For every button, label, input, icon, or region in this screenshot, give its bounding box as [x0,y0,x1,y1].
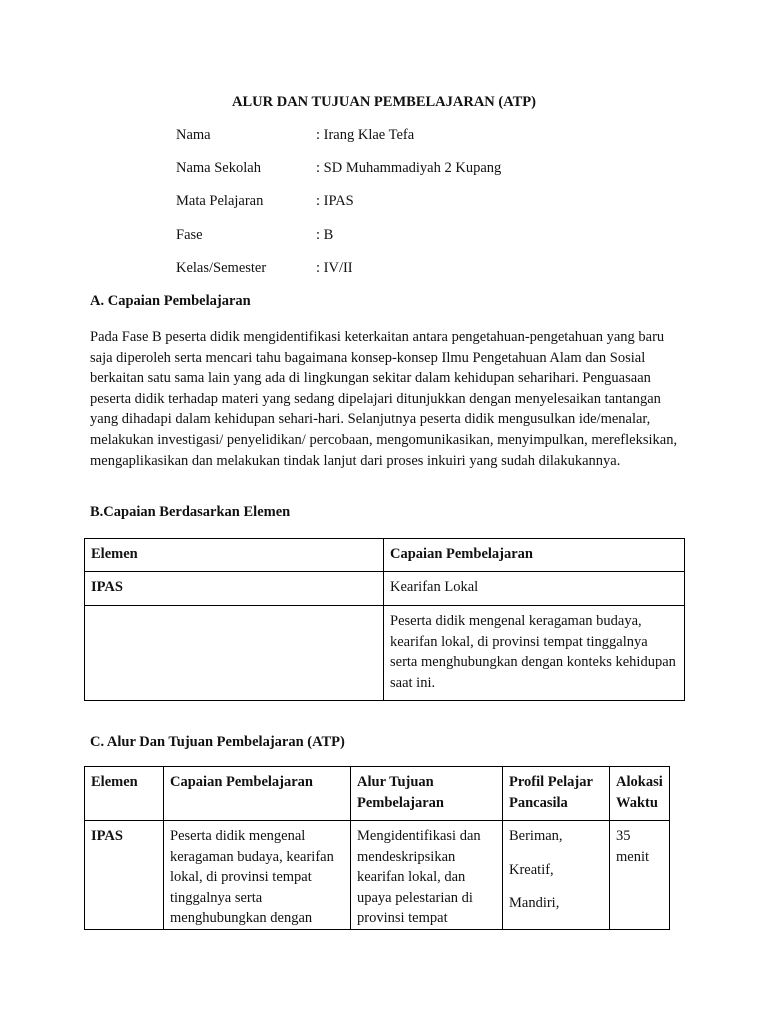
table-row [85,572,685,606]
profil-item: Mandiri, [509,895,560,912]
section-a-paragraph: Pada Fase B peserta didik mengidentifikasi keterkaitan antara pengetahuan-pengetahuan yang baru saja diperoleh serta mencari tahu bagaimana konsep-konsep Ilmu Pengetahuan Alam dan Sosial berkaitan satu sama lain yang ada di lingkungan sekitar dalam kehidupan seharihari. Penguasaan peserta didik terhadap materi yang sedang dipelajari ditunjukkan dengan menyelesaikan tantangan yang dihadapi dalam kehidupan sehari-hari. Selanjutnya peserta didik mengusulkan ide/menalar, melakukan investigasi/ penyelidikan/ percobaan, mengomunikasikan, menyimpulkan, merefleksikan, mengaplikasikan dan melakukan tindak lanjut dari proses inkuiri yang sudah dilakukannya. [90,329,678,469]
info-value: : SD Muhammadiyah 2 Kupang [316,160,502,176]
info-row-nama [176,127,676,147]
section-b-heading: B.Capaian Berdasarkan Elemen [90,504,291,520]
info-row-nama-sekolah [176,160,676,180]
header-alokasi: Alokasi Waktu [610,767,670,821]
info-row-mata-pelajaran [176,193,676,213]
cell-elemen: IPAS [85,821,164,930]
table-header-row [85,539,685,572]
info-label: Nama Sekolah [176,160,261,176]
header-alur: Alur Tujuan Pembelajaran [351,767,503,821]
atp-table [84,766,670,930]
info-label: Kelas/Semester [176,260,267,276]
cell-capaian: Peserta didik mengenal keragaman budaya, kearifan lokal, di provinsi tempat tinggalnya serta menghubungkan dengan konteks kehidupan saat ini. [384,606,685,701]
info-label: Fase [176,227,203,243]
section-c-heading: C. Alur Dan Tujuan Pembelajaran (ATP) [90,734,345,750]
table-row [85,606,685,701]
table-row [85,821,670,930]
info-value: : Irang Klae Tefa [316,127,415,143]
profil-item: Beriman, [509,828,563,844]
info-label: Nama [176,127,211,143]
info-label: Mata Pelajaran [176,193,264,209]
cell-capaian: Peserta didik mengenal keragaman budaya, kearifan lokal, di provinsi tempat tinggalnya serta menghubungkan dengan [164,821,351,930]
header-profil: Profil Pelajar Pancasila [503,767,610,821]
capaian-elemen-table [84,538,685,701]
cell-alur: Mengidentifikasi dan mendeskripsikan kearifan lokal, dan upaya pelestarian di provinsi tempat [351,821,503,930]
profil-item: Kreatif, [509,861,554,878]
header-capaian: Capaian Pembelajaran [384,539,685,572]
section-a-heading: A. Capaian Pembelajaran [90,293,251,309]
cell-elemen: IPAS [85,572,384,606]
cell-alokasi: 35 menit [610,821,670,930]
header-elemen: Elemen [85,767,164,821]
cell-profil [503,821,610,930]
cell-elemen [85,606,384,701]
header-capaian: Capaian Pembelajaran [164,767,351,821]
info-row-fase [176,227,676,247]
info-value: : IV/II [316,260,353,276]
header-elemen: Elemen [85,539,384,572]
cell-capaian: Kearifan Lokal [384,572,685,606]
table-header-row [85,767,670,821]
document-title: ALUR DAN TUJUAN PEMBELAJARAN (ATP) [232,94,536,110]
info-value: : IPAS [316,193,354,209]
info-value: : B [316,227,334,243]
info-row-kelas-semester [176,260,676,280]
